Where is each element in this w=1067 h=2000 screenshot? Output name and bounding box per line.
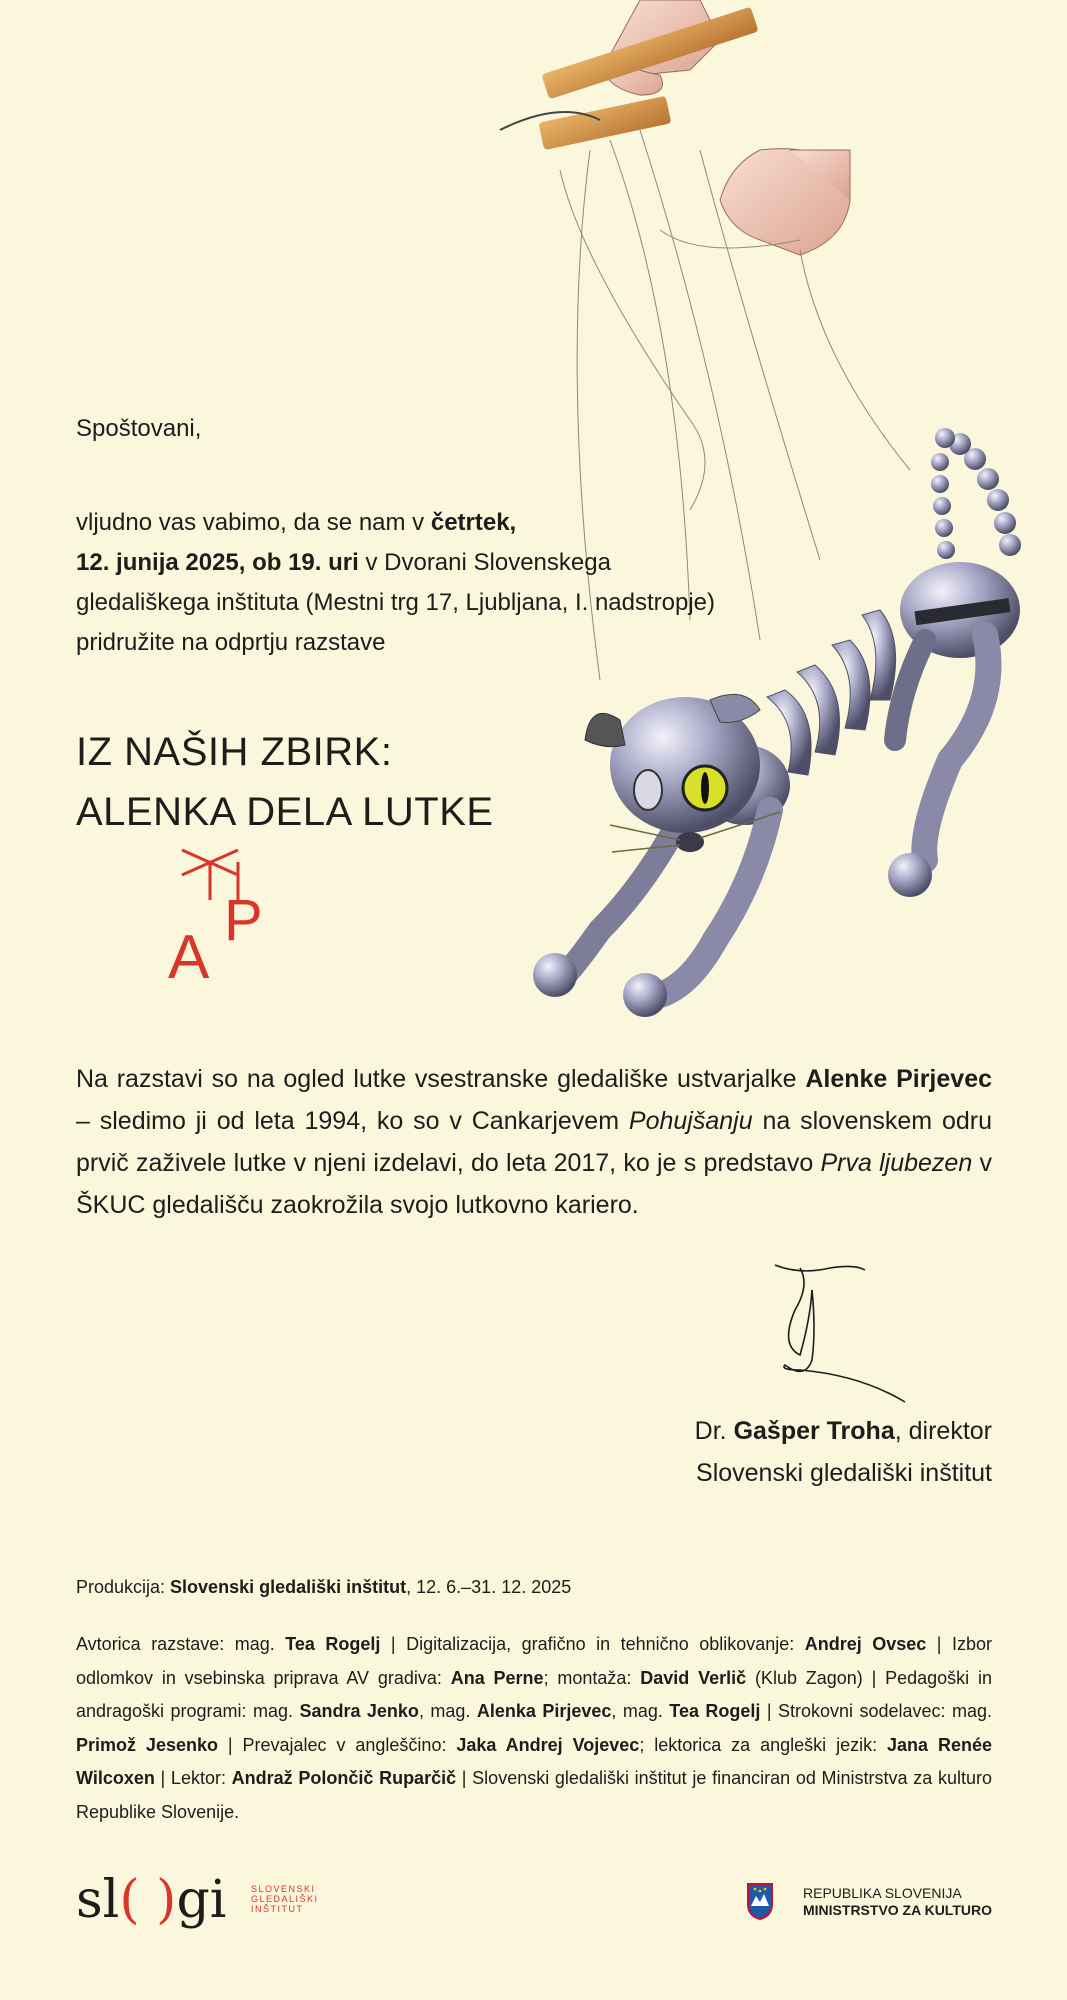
slogi-wordmark: sl( )gi	[76, 1870, 227, 1930]
invite-line-4: pridružite na odprtju razstave	[76, 629, 386, 656]
greeting: Spoštovani,	[76, 415, 202, 442]
director-signature	[775, 1265, 905, 1402]
ministry-logo	[732, 1882, 992, 1922]
slogi-subtitle: SLOVENSKI GLEDALIŠKI INŠTITUT	[251, 1884, 319, 1914]
invite-line-2: 12. junija 2025, ob 19. uri v Dvorani Slovenskega	[76, 549, 611, 576]
invitation-paragraph	[76, 503, 715, 663]
slovenia-coat-of-arms-icon	[746, 1882, 774, 1920]
signatory-name: Dr. Gašper Troha, direktor	[694, 1417, 992, 1445]
monogram-letter-a: A	[168, 923, 210, 992]
signatory-block	[695, 1410, 992, 1494]
credits-paragraph: Avtorica razstave: mag. Tea Rogelj | Digitalizacija, grafično in tehnično oblikovanje: Andrej Ovsec | Izbor odlomkov in vsebinska priprava AV gradiva: Ana Perne; montaža: David Verlič (Klub Zagon) | Pedagoški in andragoški programi: mag. Sandra Jenko, mag. Alenka Pirjevec, mag. Tea Rogelj | Strokovni sodelavec: mag. Primož Jesenko | Prevajalec v angleščino: Jaka Andrej Vojevec; lektorica za angleški jezik: Jana Renée Wilcoxen | Lektor: Andraž Polončič Ruparčič | Slovenski gledališki inštitut je financiran od Ministrstva za kulturo Republike Slovenije.	[76, 1634, 992, 1822]
title-line-2: ALENKA DELA LUTKE	[76, 790, 494, 834]
slogi-logo	[76, 1870, 319, 1930]
exhibition-title	[76, 722, 494, 842]
invite-line-1: vljudno vas vabimo, da se nam v četrtek,	[76, 509, 517, 536]
monogram-letter-p: P	[224, 888, 263, 953]
puppeteer-hands-illustration	[500, 0, 850, 255]
production-line: Produkcija: Slovenski gledališki inštitut, 12. 6.–31. 12. 2025	[76, 1577, 572, 1597]
invite-line-3: gledališkega inštituta (Mestni trg 17, Ljubljana, I. nadstropje)	[76, 589, 716, 616]
signatory-institution: Slovenski gledališki inštitut	[696, 1459, 992, 1487]
title-line-1: IZ NAŠIH ZBIRK:	[76, 730, 393, 774]
exhibition-description: Na razstavi so na ogled lutke vsestranske gledališke ustvarjalke Alenke Pirjevec – sledimo ji od leta 1994, ko so v Cankarjevem Pohujšanju na slovenskem odru prvič zaživele lutke v njeni izdelavi, do leta 2017, ko je s predstavo Prva ljubezen v ŠKUC gledališču zaokrožila svojo lutkovno kariero.	[76, 1065, 992, 1219]
ministry-text: REPUBLIKA SLOVENIJA MINISTRSTVO ZA KULTURO	[803, 1885, 992, 1918]
ap-monogram	[168, 850, 263, 992]
